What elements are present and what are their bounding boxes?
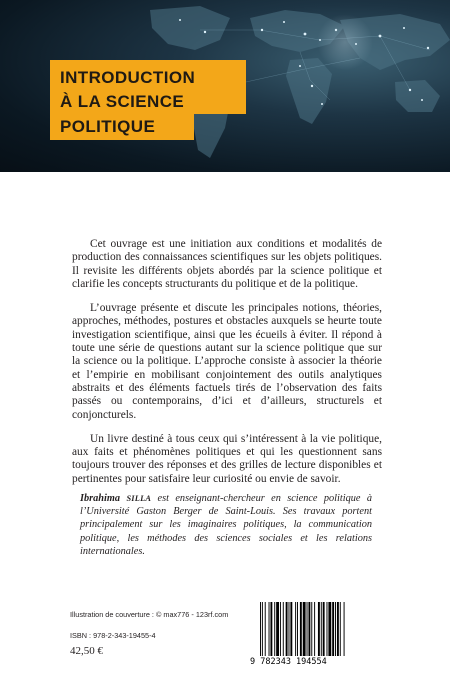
barcode-bar — [297, 602, 298, 656]
summary-paragraph: Cet ouvrage est une initiation aux conditions et modalités de production des connaissances scientifiques sur les objets politiques. Il revisite les différents objets abordés par la science politique et clarifie les concepts structurants du politique et de la politique. — [72, 238, 382, 290]
barcode-bar — [308, 602, 310, 656]
barcode — [250, 600, 380, 672]
barcode-bar — [332, 602, 334, 656]
barcode-bar — [314, 602, 315, 656]
barcode-bar — [321, 602, 322, 656]
book-title-line-3: POLITIQUE — [60, 117, 156, 136]
barcode-bar — [327, 602, 328, 656]
barcode-bar — [262, 602, 263, 656]
barcode-bar — [260, 602, 261, 656]
book-price: 42,50 € — [70, 645, 103, 657]
cover-illustration-credit: Illustration de couverture : © max776 - 123rf.com — [70, 610, 229, 619]
barcode-bar — [311, 602, 312, 656]
barcode-bar — [286, 602, 288, 656]
barcode-bar — [269, 602, 270, 656]
barcode-digits: 9 782343 194554 — [250, 657, 327, 667]
summary-paragraph: L’ouvrage présente et discute les principales notions, théories, approches, méthodes, postures et obstacles auxquels se heurte toute investigation scientifique, ainsi que les écueils à éviter. Il répond à toute une série de questions autant sur la science politique que sur la science ou la politique. L’approche consiste à associer la théorie et l’empirie en mobilisant conjointement des outils analytiques abstraits et des éléments factuels tirés de l’observation des faits passés ou contemporains, d’ici et d’ailleurs, structurels et conjoncturels. — [72, 302, 382, 421]
barcode-bar — [265, 602, 266, 656]
barcode-bar — [307, 602, 308, 656]
summary-paragraph: Un livre destiné à tous ceux qui s’intéressent à la vie politique, aux faits et phénomènes politiques et qui les questionnent sans toujours trouver des réponses et des grilles de lecture disponibles et pertinentes pour satisfaire leur curiosité ou envie de savoir. — [72, 432, 382, 485]
author-bio — [80, 492, 372, 558]
barcode-bar — [303, 602, 306, 656]
author-bio-text: est enseignant-chercheur en science politique à l’Université Gaston Berger de Saint-Louis. Ses travaux portent principalement sur les imaginaires politiques, la communication politique, les méthodes des sciences sociales et les relations internationales. — [80, 493, 372, 557]
barcode-bar — [290, 602, 292, 656]
barcode-bar — [328, 602, 331, 656]
barcode-bar — [283, 602, 284, 656]
barcode-bar — [289, 602, 290, 656]
back-cover-summary — [72, 238, 382, 497]
barcode-bar — [270, 602, 272, 656]
barcode-bar — [276, 602, 279, 656]
barcode-bar — [337, 602, 339, 656]
barcode-bar — [295, 602, 296, 656]
barcode-bar — [318, 602, 320, 656]
book-title-line-1: INTRODUCTION — [60, 68, 196, 87]
barcode-bar — [300, 602, 302, 656]
barcode-bar — [335, 602, 336, 656]
barcode-bar — [280, 602, 281, 656]
barcode-bar — [344, 602, 345, 656]
cover-banner — [0, 0, 450, 172]
barcode-bar — [323, 602, 325, 656]
book-title-line-2: À LA SCIENCE — [60, 92, 185, 111]
barcode-bar — [274, 602, 275, 656]
isbn-number: ISBN : 978-2-343-19455-4 — [70, 631, 156, 640]
title-plate — [50, 60, 246, 140]
barcode-bar — [340, 602, 341, 656]
author-first-name: Ibrahima — [80, 493, 121, 504]
author-last-name: SILLA — [126, 494, 152, 503]
barcode-bars — [250, 600, 380, 658]
